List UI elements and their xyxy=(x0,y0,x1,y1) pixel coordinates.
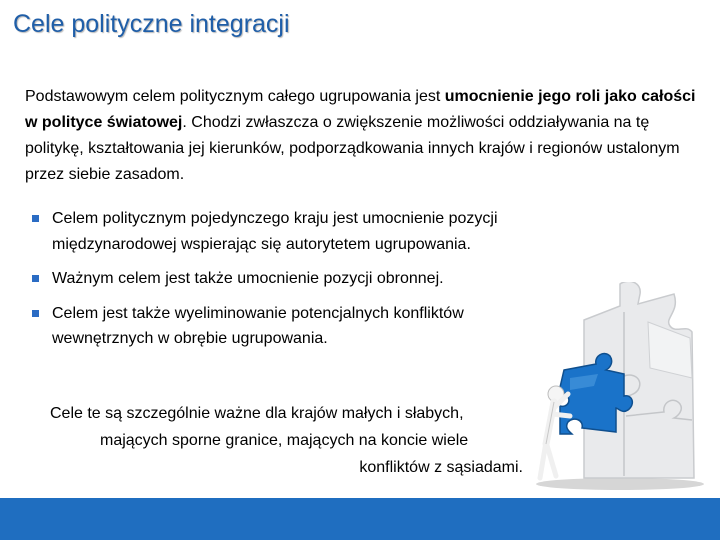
bullet-item xyxy=(30,301,530,352)
square-bullet-icon xyxy=(32,310,39,317)
intro-bold-text: umocnienie jego roli jako całości w polityce światowej xyxy=(25,88,696,131)
puzzle-figure-icon xyxy=(524,282,720,492)
intro-text-part2: . Chodzi zwłaszcza o zwiększenie możliwości oddziaływania na tę politykę, kształtowania jej kierunków, podporządkowania innych krajów i regionów ustalonym przez siebie zasadom. xyxy=(25,114,680,183)
bullet-text: Celem politycznym pojedynczego kraju jest umocnienie pozycji międzynarodowej wspierając się autorytetem ugrupowania. xyxy=(52,210,498,253)
bullet-item xyxy=(30,266,530,292)
closing-line-2: mających sporne granice, mających na koncie wiele xyxy=(100,432,469,449)
intro-text-part1: Podstawowym celem politycznym całego ugrupowania jest xyxy=(25,88,445,105)
square-bullet-icon xyxy=(32,215,39,222)
closing-line-1: Cele te są szczególnie ważne dla krajów małych i słabych, xyxy=(50,405,464,422)
intro-paragraph xyxy=(25,84,697,188)
closing-paragraph xyxy=(45,400,523,481)
square-bullet-icon xyxy=(32,275,39,282)
footer-bar xyxy=(0,498,720,540)
bullet-list xyxy=(30,206,530,361)
bullet-item xyxy=(30,206,530,257)
bullet-text: Ważnym celem jest także umocnienie pozycji obronnej. xyxy=(52,270,444,287)
bullet-text: Celem jest także wyeliminowanie potencjalnych konfliktów wewnętrznych w obrębie ugrupowania. xyxy=(52,304,464,347)
slide-title: Cele polityczne integracji xyxy=(13,10,290,38)
closing-line-3: konfliktów z sąsiadami. xyxy=(359,459,523,476)
